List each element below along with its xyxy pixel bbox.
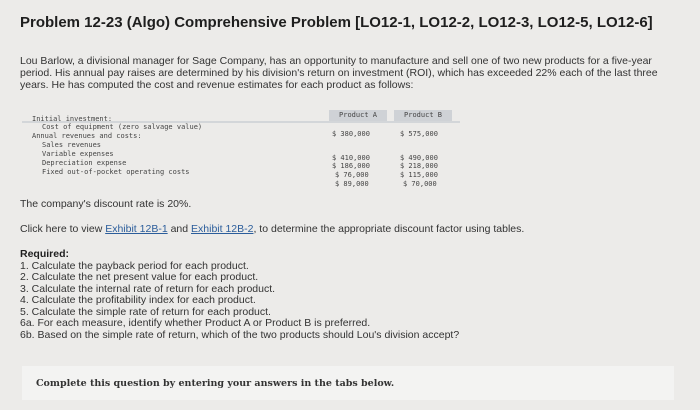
problem-intro: Lou Barlow, a divisional manager for Sage Company, has an opportunity to manufacture and sell one of two new products for a five-year period. His annual pay raises are determined by his division's return on investment (ROI), which has exceeded 22% each of the last three years. He has computed the cost and revenue estimates for each product as follows: bbox=[20, 55, 658, 91]
value-product-a: $ 89,000 bbox=[335, 180, 369, 188]
value-product-b: $ 490,000 bbox=[400, 154, 438, 162]
discount-rate-text: The company's discount rate is 20%. bbox=[20, 198, 192, 210]
click-text-after: , to determine the appropriate discount factor using tables. bbox=[253, 223, 525, 235]
row-label: Variable expenses bbox=[42, 150, 114, 158]
value-product-a: $ 410,000 bbox=[332, 154, 370, 162]
exhibit-instructions bbox=[20, 223, 524, 235]
row-label: Depreciation expense bbox=[42, 159, 127, 167]
required-section bbox=[20, 249, 459, 341]
required-item: 1. Calculate the payback period for each product. bbox=[20, 259, 249, 272]
footer-instruction: Complete this question by entering your answers in the tabs below. bbox=[36, 378, 395, 389]
row-label: Cost of equipment (zero salvage value) bbox=[42, 123, 203, 131]
value-product-b: $ 70,000 bbox=[403, 180, 437, 188]
exhibit-12b-2-link[interactable]: Exhibit 12B-2 bbox=[191, 223, 254, 235]
answer-tabs-banner bbox=[22, 366, 674, 400]
value-product-a: $ 76,000 bbox=[335, 171, 369, 179]
required-item: 3. Calculate the internal rate of return for each product. bbox=[20, 282, 276, 295]
value-product-a: $ 186,000 bbox=[332, 162, 370, 170]
value-product-b: $ 575,000 bbox=[400, 130, 438, 138]
required-item: 6a. For each measure, identify whether Product A or Product B is preferred. bbox=[20, 317, 371, 329]
click-text-before: Click here to view bbox=[20, 223, 106, 235]
value-product-b: $ 115,000 bbox=[400, 171, 438, 179]
row-label: Initial investment: bbox=[32, 115, 113, 123]
required-item: 4. Calculate the profitability index for each product. bbox=[20, 294, 256, 306]
required-heading: Required: bbox=[20, 248, 70, 260]
value-product-b: $ 218,000 bbox=[400, 162, 438, 170]
row-label: Fixed out-of-pocket operating costs bbox=[42, 168, 190, 176]
row-label: Annual revenues and costs: bbox=[32, 132, 142, 140]
exhibit-12b-1-link[interactable]: Exhibit 12B-1 bbox=[105, 223, 168, 235]
header-product-a: Product A bbox=[329, 110, 387, 121]
header-product-b: Product B bbox=[394, 110, 452, 121]
required-item: 6b. Based on the simple rate of return, which of the two products should Lou's division accept? bbox=[20, 328, 460, 341]
row-label: Sales revenues bbox=[42, 141, 102, 149]
required-item: 5. Calculate the simple rate of return for each product. bbox=[20, 305, 271, 318]
required-item: 2. Calculate the net present value for each product. bbox=[20, 271, 259, 283]
value-product-a: $ 380,000 bbox=[332, 130, 370, 138]
page-title: Problem 12-23 (Algo) Comprehensive Problem [LO12-1, LO12-2, LO12-3, LO12-5, LO12-6] bbox=[20, 14, 653, 31]
click-text-middle: and bbox=[167, 223, 192, 235]
